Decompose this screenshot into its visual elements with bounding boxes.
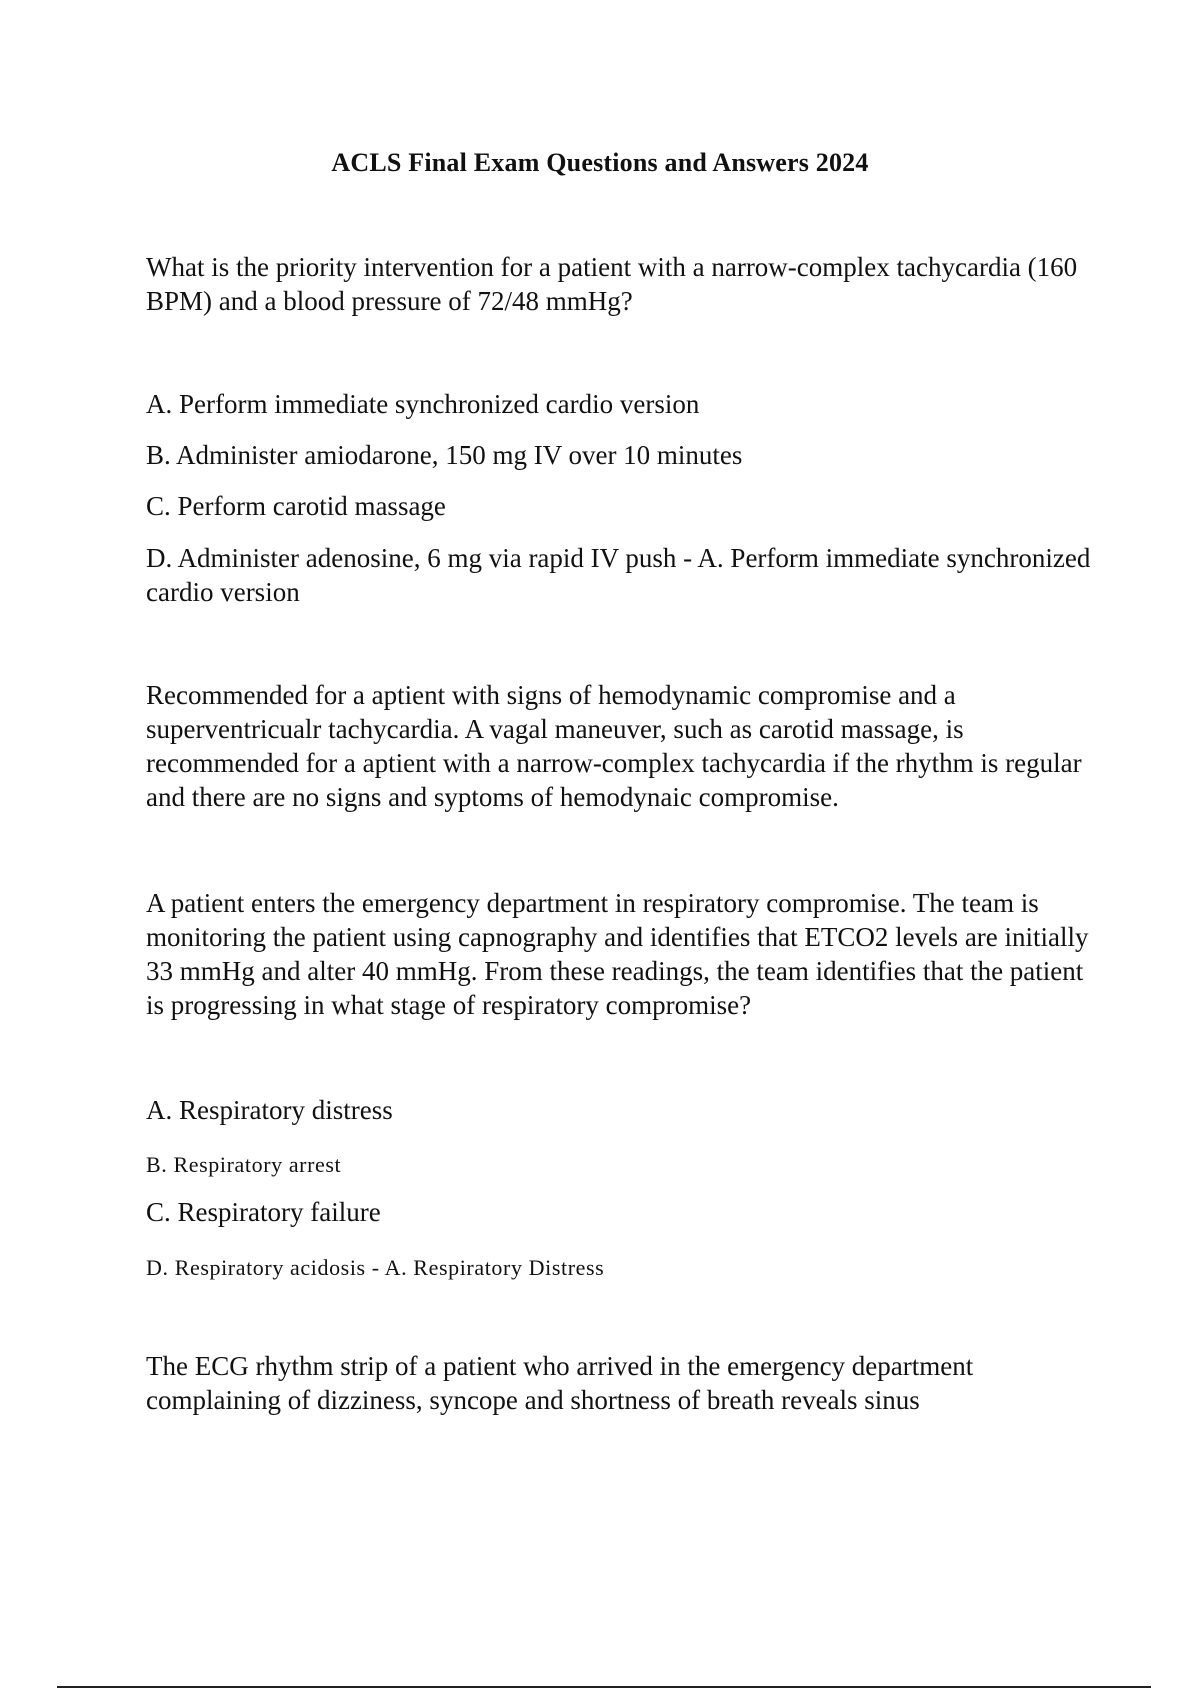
document-title: ACLS Final Exam Questions and Answers 2024	[331, 148, 869, 177]
footer-divider	[57, 1686, 1151, 1688]
question-1-option-c: C. Perform carotid massage	[146, 491, 446, 521]
question-2-option-b: B. Respiratory arrest	[146, 1152, 342, 1177]
question-1-option-d: D. Administer adenosine, 6 mg via rapid IV push - A. Perform immediate synchronized cardio version	[146, 543, 1091, 607]
question-2-option-c: C. Respiratory failure	[146, 1197, 381, 1227]
question-2-option-d: D. Respiratory acidosis - A. Respiratory Distress	[146, 1255, 605, 1280]
question-1-option-a: A. Perform immediate synchronized cardio version	[146, 389, 700, 419]
question-1-rationale: Recommended for a aptient with signs of hemodynamic compromise and a superventricualr tachycardia. A vagal maneuver, such as carotid massage, is recommended for a aptient with a narrow-complex tachycardia if the rhythm is regular and there are no signs and syptoms of hemodynaic compromise.	[146, 680, 1082, 812]
question-3-text: The ECG rhythm strip of a patient who arrived in the emergency department complaining of dizziness, syncope and shortness of breath reveals sinus	[146, 1351, 974, 1415]
question-1-text: What is the priority intervention for a patient with a narrow-complex tachycardia (160 BPM) and a blood pressure of 72/48 mmHg?	[146, 252, 1078, 316]
question-2-option-a: A. Respiratory distress	[146, 1095, 393, 1125]
question-1-option-b: B. Administer amiodarone, 150 mg IV over 10 minutes	[146, 440, 743, 470]
question-2-text: A patient enters the emergency department in respiratory compromise. The team is monitoring the patient using capnography and identifies that ETCO2 levels are initially 33 mmHg and alter 40 mmHg. From these readings, the team identifies that the patient is progressing in what stage of respiratory compromise?	[146, 888, 1089, 1020]
